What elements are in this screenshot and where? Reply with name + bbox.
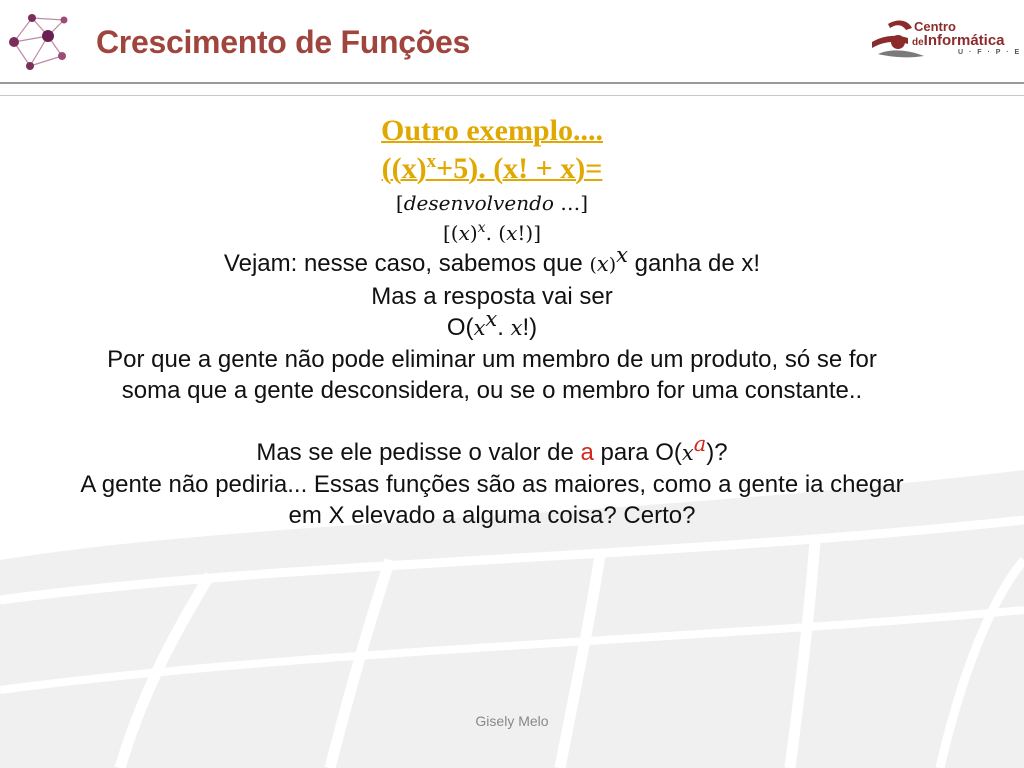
logo-text-informatica [912,33,1005,50]
header-divider [0,82,1024,84]
text-mas-c: )? [706,439,728,466]
text-por-que: Por que a gente não pode eliminar um membro de um produto, só se for soma que a gente desconsidera, ou se o membro for uma constante.. [107,346,877,404]
big-o-prefix: O( [446,314,474,341]
highlight-a: a [580,439,594,466]
logo-text-de: de [912,37,924,48]
expression-exponent: x [426,151,437,172]
spacer [80,406,904,437]
developing-note: [desenvolvendo …] [395,191,589,215]
header-divider-secondary [0,95,1024,96]
example-heading: Outro exemplo.... [381,114,603,147]
developing-text: desenvolvendo [403,191,554,215]
network-graph-icon [4,8,72,74]
developing-ellipsis: … [560,191,581,215]
logo-text-informatica-word: Informática [923,32,1005,49]
expanded-expression: [$(x)^x$. (x!)] [442,220,542,245]
slide-title: Crescimento de Funções [96,24,470,60]
text-vejam [80,243,904,281]
text-vejam-a: Vejam: nesse caso, sabemos que [223,250,590,277]
text-mas-se: Mas se ele pedisse o valor de a para $O(x^a)$? [256,432,728,466]
slide-content [80,112,904,531]
math-x-pow-x: $(x)^x$ [589,243,628,276]
slide-header [0,0,1024,90]
text-resposta: Mas a resposta vai ser [371,283,613,310]
logo-text-centro: Centro [914,19,956,34]
expression-rest: +5). (x! + x)= [436,152,603,185]
text-vejam-b: ganha de x! [627,250,761,277]
text-mas-a: Mas se ele pedisse o valor de [256,439,581,466]
logo-text-ufpe: U · F · P · E [958,49,1022,56]
text-mas-b: para O( [593,439,682,466]
text-a-gente: A gente não pediria... Essas funções são as maiores, como a gente ia chegar em X elevado a alguma coisa? Certo? [80,471,904,529]
example-expression [80,150,904,188]
footer-author: Gisely Melo [475,713,549,729]
expression-part: ((x) [381,152,427,185]
big-o-suffix: ) [529,314,538,341]
text-big-o: $O(x^x$. x!) [446,307,538,341]
